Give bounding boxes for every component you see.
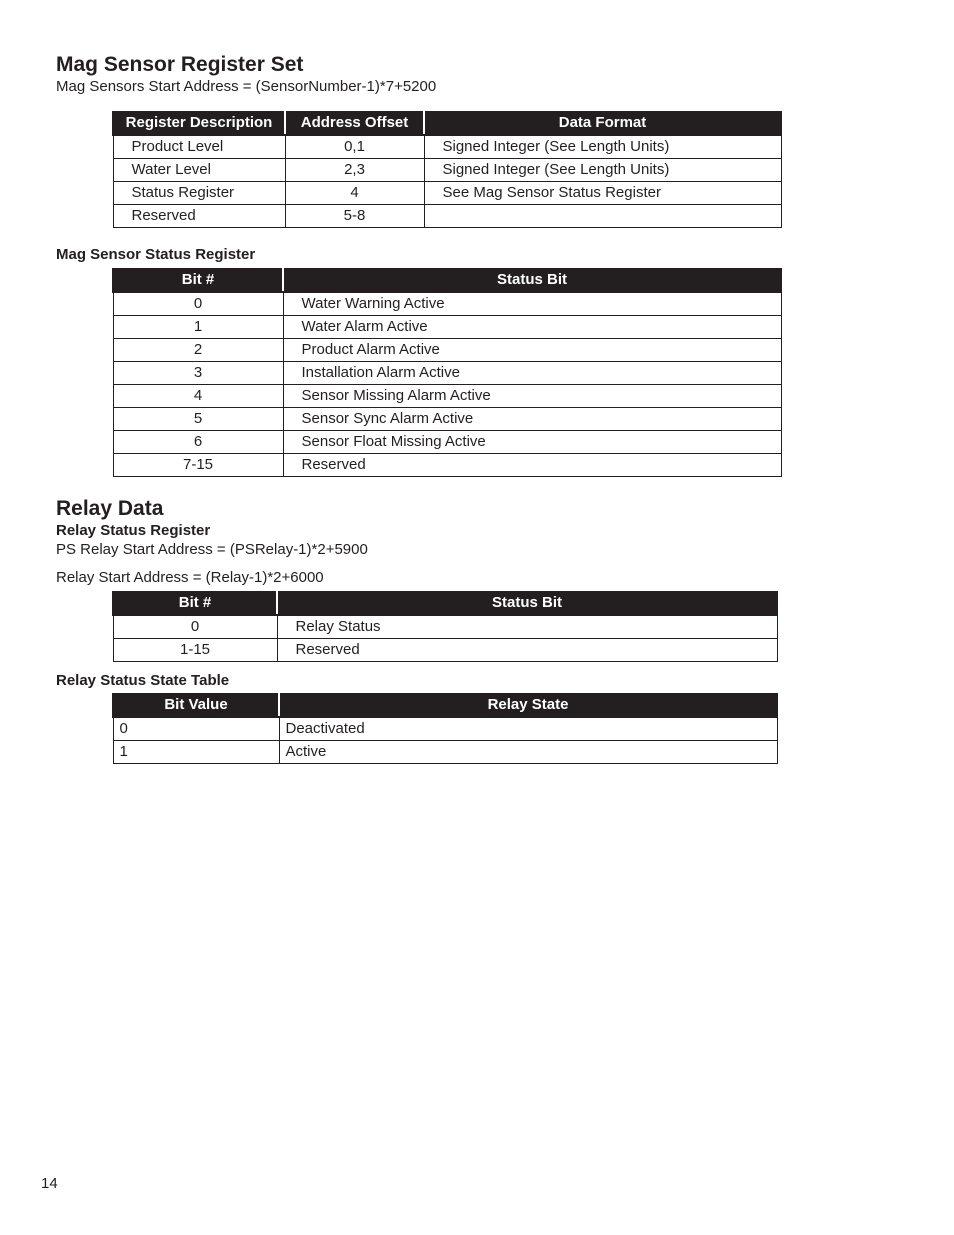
address-offset-cell: 0,1 (285, 135, 424, 159)
relay-state-table (112, 693, 778, 764)
table-row (113, 408, 781, 431)
mag-section-title: Mag Sensor Register Set (56, 53, 304, 76)
ps-relay-start-address: PS Relay Start Address = (PSRelay-1)*2+5900 (56, 541, 368, 558)
bit-value-cell: 0 (113, 717, 279, 741)
table-row (113, 135, 781, 159)
data-format-cell: See Mag Sensor Status Register (424, 182, 781, 205)
status-bit-cell: Sensor Sync Alarm Active (283, 408, 781, 431)
bit-number-cell: 2 (113, 339, 283, 362)
page-number: 14 (41, 1175, 58, 1192)
mag-status-table (112, 268, 782, 477)
register-description-cell: Product Level (113, 135, 285, 159)
data-format-cell: Signed Integer (See Length Units) (424, 135, 781, 159)
table-row (113, 182, 781, 205)
column-header: Data Format (424, 111, 781, 135)
status-bit-cell: Sensor Float Missing Active (283, 431, 781, 454)
status-bit-cell: Installation Alarm Active (283, 362, 781, 385)
table-row (113, 717, 777, 741)
table-row (113, 431, 781, 454)
table-row (113, 362, 781, 385)
status-bit-cell: Relay Status (277, 615, 777, 639)
status-bit-cell: Water Warning Active (283, 292, 781, 316)
table-header-row (113, 111, 781, 135)
table-header-row (113, 591, 777, 615)
status-bit-cell: Reserved (283, 454, 781, 477)
bit-number-cell: 1-15 (113, 639, 277, 662)
relay-start-address: Relay Start Address = (Relay-1)*2+6000 (56, 569, 324, 586)
table-header-row (113, 268, 781, 292)
table-row (113, 205, 781, 228)
table-row (113, 316, 781, 339)
relay-section-title: Relay Data (56, 497, 164, 520)
column-header: Bit # (113, 591, 277, 615)
table-row (113, 741, 777, 764)
table-row (113, 454, 781, 477)
relay-state-heading: Relay Status State Table (56, 672, 230, 689)
address-offset-cell: 4 (285, 182, 424, 205)
status-bit-cell: Sensor Missing Alarm Active (283, 385, 781, 408)
bit-number-cell: 7-15 (113, 454, 283, 477)
mag-start-address: Mag Sensors Start Address = (SensorNumber-1)*7+5200 (56, 78, 437, 95)
bit-number-cell: 4 (113, 385, 283, 408)
address-offset-cell: 5-8 (285, 205, 424, 228)
bit-number-cell: 0 (113, 615, 277, 639)
bit-number-cell: 6 (113, 431, 283, 454)
table-header-row (113, 693, 777, 717)
relay-status-register-heading: Relay Status Register (56, 522, 211, 539)
column-header: Register Description (113, 111, 285, 135)
status-bit-cell: Reserved (277, 639, 777, 662)
register-description-cell: Reserved (113, 205, 285, 228)
status-bit-cell: Water Alarm Active (283, 316, 781, 339)
column-header: Status Bit (277, 591, 777, 615)
table-row (113, 385, 781, 408)
column-header: Bit Value (113, 693, 279, 717)
table-row (113, 292, 781, 316)
relay-status-table (112, 591, 778, 662)
relay-state-cell: Deactivated (279, 717, 777, 741)
table-row (113, 159, 781, 182)
register-description-cell: Status Register (113, 182, 285, 205)
relay-state-cell: Active (279, 741, 777, 764)
column-header: Address Offset (285, 111, 424, 135)
data-format-cell (424, 205, 781, 228)
table-row (113, 339, 781, 362)
address-offset-cell: 2,3 (285, 159, 424, 182)
table-row (113, 639, 777, 662)
bit-value-cell: 1 (113, 741, 279, 764)
column-header: Relay State (279, 693, 777, 717)
bit-number-cell: 1 (113, 316, 283, 339)
register-description-cell: Water Level (113, 159, 285, 182)
bit-number-cell: 0 (113, 292, 283, 316)
mag-status-heading: Mag Sensor Status Register (56, 246, 256, 263)
table-row (113, 615, 777, 639)
bit-number-cell: 5 (113, 408, 283, 431)
data-format-cell: Signed Integer (See Length Units) (424, 159, 781, 182)
column-header: Status Bit (283, 268, 781, 292)
status-bit-cell: Product Alarm Active (283, 339, 781, 362)
mag-register-table (112, 111, 782, 228)
column-header: Bit # (113, 268, 283, 292)
bit-number-cell: 3 (113, 362, 283, 385)
